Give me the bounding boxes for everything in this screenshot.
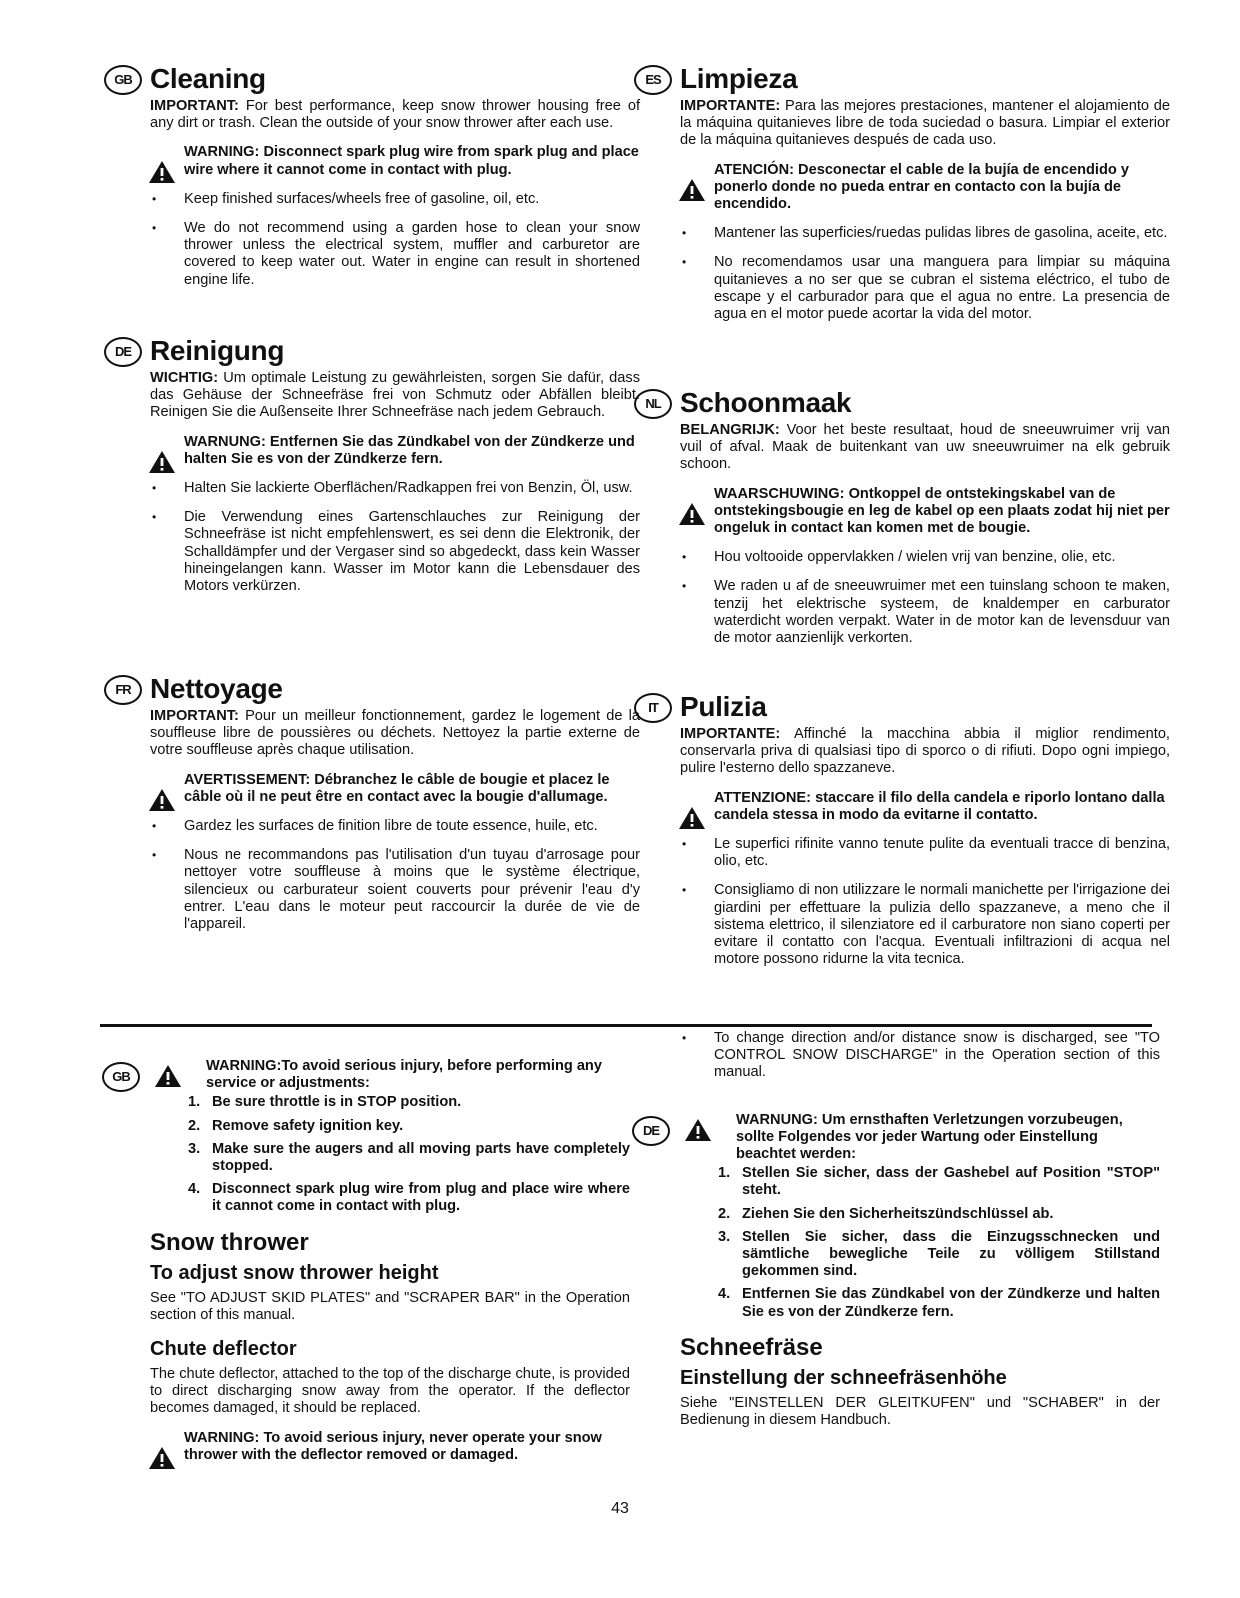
warning-triangle-icon [684, 1118, 712, 1142]
important-label: IMPORTANTE: [680, 98, 781, 114]
list-item [680, 1286, 1160, 1320]
section-title: Pulizia [680, 691, 767, 722]
list-item [680, 1165, 1160, 1199]
list-item [150, 1118, 630, 1135]
language-badge-de: DE [104, 337, 142, 367]
warning-block [184, 434, 640, 468]
warning-text: WARNUNG: Um ernsthaften Verletzungen vorzubeugen, sollte Folgendes vor jeder Wartung oder Einstellung beachtet werden: [736, 1111, 1123, 1163]
language-badge-gb: GB [104, 65, 142, 95]
warning-text: ATTENZIONE: staccare il filo della candela e riporlo lontano dalla candela stessa in modo da evitarne il contatto. [714, 789, 1165, 823]
language-badge-it: IT [634, 693, 672, 723]
step-number: 1. [188, 1094, 201, 1111]
section-de-service [642, 1030, 1160, 1441]
warning-block [714, 486, 1170, 538]
list-item: • Die Verwendung eines Gartenschlauches zur Reinigung der Schneefräse ist nicht empfehlenswert, es sei denn die Elektronik, der Schalldämpfer und der Vergaser sind so abgedeckt, dass kein Wasser hineingelangen kann. Wasser im Motor kann die Lebensdauer des Motors verkürzen. [150, 509, 640, 595]
bullet-list [680, 1030, 1160, 1082]
section-es-limpieza [645, 62, 1170, 335]
list-item: • Le superfici rifinite vanno tenute pulite da eventuali tracce di benzina, olio, etc. [680, 836, 1170, 870]
step-number: 4. [718, 1286, 731, 1303]
section-title: Cleaning [150, 63, 266, 94]
service-steps [680, 1165, 1160, 1321]
section-it-pulizia [648, 690, 1170, 980]
important-label: IMPORTANT: [150, 98, 239, 114]
step-number: 3. [188, 1140, 201, 1157]
important-text: Para las mejores prestaciones, mantener el alojamiento de la máquina quitanieves libre de toda suciedad o basura. Limpiar el exterior de la máquina quitanieves después de cada uso. [680, 98, 1170, 149]
heading-einstellung: Einstellung der schneefräsenhöhe [680, 1366, 1007, 1389]
section-divider [100, 1024, 1152, 1027]
warning-text: ATENCIÓN: Desconectar el cable de la bujía de encendido y ponerlo donde no pueda entrar en contacto con la bujía de encendido. [714, 161, 1129, 213]
step-text: Disconnect spark plug wire from plug and place wire where it cannot come in contact with plug. [212, 1181, 630, 1215]
step-number: 4. [188, 1181, 201, 1198]
important-note [680, 726, 1170, 778]
step-number: 3. [718, 1228, 731, 1245]
warning-text: AVERTISSEMENT: Débranchez le câble de bougie et placez le câble où il ne peut être en contact avec la bougie d'allumage. [184, 771, 610, 805]
language-badge-nl: NL [634, 389, 672, 419]
bullet-list [150, 191, 640, 289]
warning-text: WARNING: Disconnect spark plug wire from spark plug and place wire where it cannot come in contact with plug. [184, 144, 639, 178]
warning-block [184, 144, 640, 178]
warning-block [714, 790, 1170, 824]
important-note [150, 370, 640, 422]
step-number: 2. [718, 1205, 731, 1222]
service-steps [150, 1094, 630, 1215]
section-de-reinigung [114, 334, 640, 607]
warning-triangle-icon [148, 788, 176, 812]
list-item [150, 1141, 630, 1175]
warning-triangle-icon [148, 160, 176, 184]
list-item: • To change direction and/or distance snow is discharged, see "TO CONTROL SNOW DISCHARGE" in the Operation section of this manual. [680, 1030, 1160, 1082]
list-item: • No recomendamos usar una manguera para limpiar su máquina quitanieves a no ser que se cubran el sistema eléctrico, el tubo de escape y el carburador para que el agua no entre. La presencia de agua en el motor puede acortar la vida del motor. [680, 254, 1170, 323]
step-text: Entfernen Sie das Zündkabel von der Zündkerze und halten Sie es von der Zündkerze fern. [742, 1286, 1160, 1320]
section-nl-schoonmaak [645, 386, 1170, 659]
warning-text: WARNING:To avoid serious injury, before performing any service or adjustments: [206, 1058, 602, 1092]
section-title: Limpieza [680, 63, 798, 94]
section-gb-cleaning [114, 62, 640, 301]
paragraph: The chute deflector, attached to the top of the discharge chute, is provided to direct discharging snow away from the operator. If the deflector becomes damaged, it should be replaced. [150, 1366, 630, 1417]
warning-triangle-icon [678, 178, 706, 202]
list-item [680, 1229, 1160, 1281]
important-label: WICHTIG: [150, 370, 219, 386]
warning-text: WARNING: To avoid serious injury, never operate your snow thrower with the deflector removed or damaged. [184, 1429, 602, 1463]
important-text: Pour un meilleur fonctionnement, gardez le logement de la souffleuse libre de poussières ou déchets. Nettoyez la partie externe de votre souffleuse après chaque utilisation. [150, 708, 640, 759]
step-text: Remove safety ignition key. [212, 1117, 404, 1134]
section-title: Nettoyage [150, 673, 283, 704]
list-item: • We do not recommend using a garden hose to clean your snow thrower unless the electrical system, muffler and carburetor are covered to keep water out. Water in engine can result in shortened engine life. [150, 220, 640, 289]
warning-block [184, 772, 640, 806]
warning-triangle-icon [148, 1446, 176, 1470]
warning-triangle-icon [678, 502, 706, 526]
list-item: • Mantener las superficies/ruedas pulidas libres de gasolina, aceite, etc. [680, 225, 1170, 242]
section-gb-service [112, 1058, 630, 1476]
warning-block [184, 1430, 630, 1464]
warning-text: WARNUNG: Entfernen Sie das Zündkabel von der Zündkerze und halten Sie es von der Zündkerze fern. [184, 433, 635, 467]
important-label: IMPORTANT: [150, 708, 239, 724]
step-text: Make sure the augers and all moving parts have completely stopped. [212, 1140, 630, 1175]
page-number: 43 [611, 1500, 629, 1517]
step-text: Stellen Sie sicher, dass der Gashebel auf Position "STOP" steht. [742, 1165, 1160, 1199]
language-badge-gb: GB [102, 1062, 140, 1092]
bullet-list [680, 836, 1170, 968]
heading-chute-deflector: Chute deflector [150, 1338, 297, 1361]
important-note [680, 98, 1170, 150]
important-note [150, 98, 640, 132]
paragraph: Siehe "EINSTELLEN DER GLEITKUFEN" und "SCHABER" in der Bedienung in diesem Handbuch. [680, 1394, 1160, 1429]
list-item [680, 1206, 1160, 1223]
list-item: • Keep finished surfaces/wheels free of gasoline, oil, etc. [150, 191, 640, 208]
warning-block [714, 162, 1170, 214]
warning-triangle-icon [678, 806, 706, 830]
list-item: • We raden u af de sneeuwruimer met een tuinslang schoon te maken, tenzij het elektrische systeem, de knaldemper en carburator waterdicht worden verpakt. Water in de motor kan de levensduur van de motor aanzienlijk verkorten. [680, 578, 1170, 647]
step-text: Ziehen Sie den Sicherheitszündschlüssel ab. [742, 1205, 1054, 1222]
important-text: Um optimale Leistung zu gewährleisten, sorgen Sie dafür, dass das Gehäuse der Schneefräse frei von Schmutz oder Abfällen bleibt. Reinigen Sie die Außenseite Ihrer Schneefräse nach jedem Gebrauch. [150, 370, 640, 421]
section-fr-nettoyage [115, 672, 640, 945]
list-item [150, 1094, 630, 1111]
important-note [150, 708, 640, 760]
service-warning [642, 1111, 1160, 1164]
warning-triangle-icon [148, 450, 176, 474]
language-badge-de: DE [632, 1116, 670, 1146]
list-item: • Consigliamo di non utilizzare le normali manichette per l'irrigazione dei giardini per effettuare la pulizia dello spazzaneve, a meno che il sistema elettrico, il silenziatore ed il carburatore non siano coperti per evitare il contatto con l'acqua. Eventuali infiltrazioni di acqua nel motore possono ridurne la vita tecnica. [680, 882, 1170, 968]
list-item: • Halten Sie lackierte Oberflächen/Radkappen frei von Benzin, Öl, usw. [150, 480, 640, 497]
language-badge-fr: FR [104, 675, 142, 705]
list-item: • Hou voltooide oppervlakken / wielen vrij van benzine, olie, etc. [680, 549, 1170, 566]
heading-adjust-height: To adjust snow thrower height [150, 1261, 439, 1284]
step-text: Stellen Sie sicher, dass die Einzugsschnecken und sämtliche bewegliche Teile zu völligem Stillstand gekommen sind. [742, 1228, 1160, 1280]
important-text: Voor het beste resultaat, houd de sneeuwruimer vrij van vuil of afval. Maak de buitenkant van uw sneeuwruimer na elk gebruik schoon. [680, 422, 1170, 473]
section-title: Schoonmaak [680, 387, 852, 418]
important-label: BELANGRIJK: [680, 422, 780, 438]
warning-text: WAARSCHUWING: Ontkoppel de ontstekingskabel van de ontstekingsbougie en leg de kabel op een plaats zodat hij niet per ongeluk in contact kan komen met de bougie. [714, 485, 1170, 537]
step-text: Be sure throttle is in STOP position. [212, 1094, 462, 1111]
section-title: Reinigung [150, 335, 285, 366]
important-label: IMPORTANTE: [680, 726, 781, 742]
list-item: • Gardez les surfaces de finition libre de toute essence, huile, etc. [150, 818, 640, 835]
warning-triangle-icon [154, 1064, 182, 1088]
important-text: For best performance, keep snow thrower housing free of any dirt or trash. Clean the outside of your snow thrower after each use. [150, 98, 640, 132]
important-text: Affinché la macchina abbia il miglior rendimento, conservarla priva di qualsiasi tipo di sporco o di rifiuti. Dopo ogni impiego, pulire l'esterno dello spazzaneve. [680, 726, 1170, 777]
heading-schneefraese: Schneefräse [680, 1333, 823, 1361]
step-number: 2. [188, 1117, 201, 1134]
bullet-list [680, 549, 1170, 647]
bullet-list [680, 225, 1170, 323]
bullet-list [150, 480, 640, 595]
service-warning [112, 1058, 630, 1092]
paragraph: See "TO ADJUST SKID PLATES" and "SCRAPER BAR" in the Operation section of this manual. [150, 1289, 630, 1323]
important-note [680, 422, 1170, 474]
list-item: • Nous ne recommandons pas l'utilisation d'un tuyau d'arrosage pour nettoyer votre souffleuse à moins que le système électrique, silencieux ou carburateur soient couverts pour prévenir l'eau d'y entrer. L'eau dans le moteur peut raccourcir la durée de vie de l'appareil. [150, 847, 640, 933]
list-item [150, 1181, 630, 1215]
step-number: 1. [718, 1165, 731, 1182]
bullet-list [150, 818, 640, 933]
heading-snow-thrower: Snow thrower [150, 1228, 309, 1256]
language-badge-es: ES [634, 65, 672, 95]
